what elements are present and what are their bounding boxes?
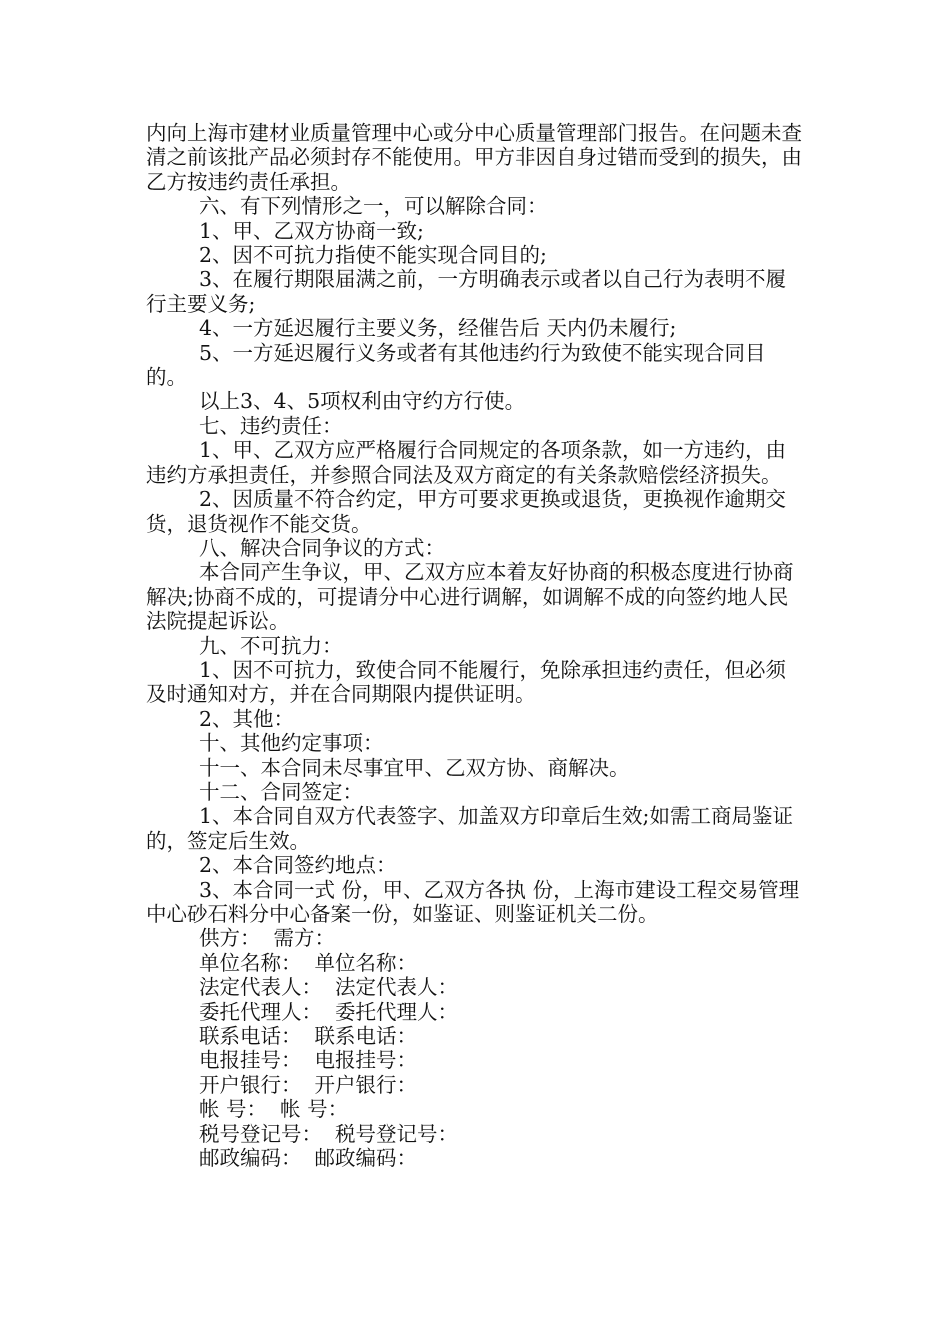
clause-heading: 七、违约责任： [199, 413, 343, 438]
signature-line: 开户银行： 开户银行： [199, 1072, 418, 1097]
clause-item: 2、因质量不符合约定，甲方可要求更换或退货，更换视作逾期交货，退货视作不能交货。 [146, 487, 787, 536]
signature-line: 法定代表人： 法定代表人： [199, 975, 459, 1000]
clause-item: 5、一方延迟履行义务或者有其他违约行为致使不能实现合同目的。 [146, 340, 766, 390]
clause-item: 1、本合同自双方代表签字、加盖双方印章后生效;如需工商局鉴证的，签定后生效。 [146, 804, 793, 853]
signature-line: 联系电话： 联系电话： [199, 1024, 418, 1049]
clause-item: 1、因不可抗力，致使合同不能履行，免除承担违约责任，但必须及时通知对方，并在合同期限内提供证明。 [146, 657, 787, 707]
clause-item: 4、一方延迟履行主要义务，经催告后 天内仍未履行; [199, 316, 677, 341]
signature-line: 邮政编码： 邮政编码： [199, 1146, 418, 1171]
signature-block [146, 926, 806, 1170]
signature-line: 电报挂号： 电报挂号： [199, 1048, 418, 1073]
clause-heading: 十、其他约定事项： [199, 731, 384, 756]
signature-line: 帐 号： 帐 号： [199, 1097, 349, 1122]
clause-item: 1、甲、乙双方协商一致; [199, 218, 424, 243]
clause-item: 1、甲、乙双方应严格履行合同规定的各项条款，如一方违约，由违约方承担责任，并参照合同法及双方商定的有关条款赔偿经济损失。 [146, 438, 787, 487]
clause-item: 2、本合同签约地点： [199, 853, 397, 878]
paragraph: 内向上海市建材业质量管理中心或分中心质量管理部门报告。在问题未查清之前该批产品必须封存不能使用。甲方非因自身过错而受到的损失，由乙方按违约责任承担。 [146, 121, 802, 194]
clause-heading: 六、有下列情形之一，可以解除合同： [199, 194, 548, 219]
signature-line: 供方： 需方： [199, 926, 336, 951]
clause-item: 3、在履行期限届满之前，一方明确表示或者以自己行为表明不履行主要义务; [146, 267, 787, 316]
clause-item: 2、因不可抗力指使不能实现合同目的; [199, 243, 547, 268]
signature-line: 税号登记号： 税号登记号： [199, 1121, 459, 1146]
signature-line: 单位名称： 单位名称： [199, 950, 418, 975]
signature-line: 委托代理人： 委托代理人： [199, 999, 459, 1024]
contract-text [146, 121, 806, 1170]
clause-heading: 十二、合同签定： [199, 779, 363, 804]
clause-item: 3、本合同一式 份，甲、乙双方各执 份，上海市建设工程交易管理中心砂石料分中心备案一份，如鉴证、则鉴证机关二份。 [146, 877, 800, 926]
clause-heading: 九、不可抗力： [199, 633, 343, 658]
paragraph: 本合同产生争议，甲、乙双方应本着友好协商的积极态度进行协商解决;协商不成的，可提请分中心进行调解，如调解不成的向签约地人民法院提起诉讼。 [146, 560, 794, 634]
clause-heading: 十一、本合同未尽事宜甲、乙双方协、商解决。 [199, 755, 630, 780]
clause-heading: 八、解决合同争议的方式： [199, 535, 445, 560]
paragraph: 以上3、4、5项权利由守约方行使。 [199, 389, 526, 414]
clause-item: 2、其他： [199, 706, 295, 731]
